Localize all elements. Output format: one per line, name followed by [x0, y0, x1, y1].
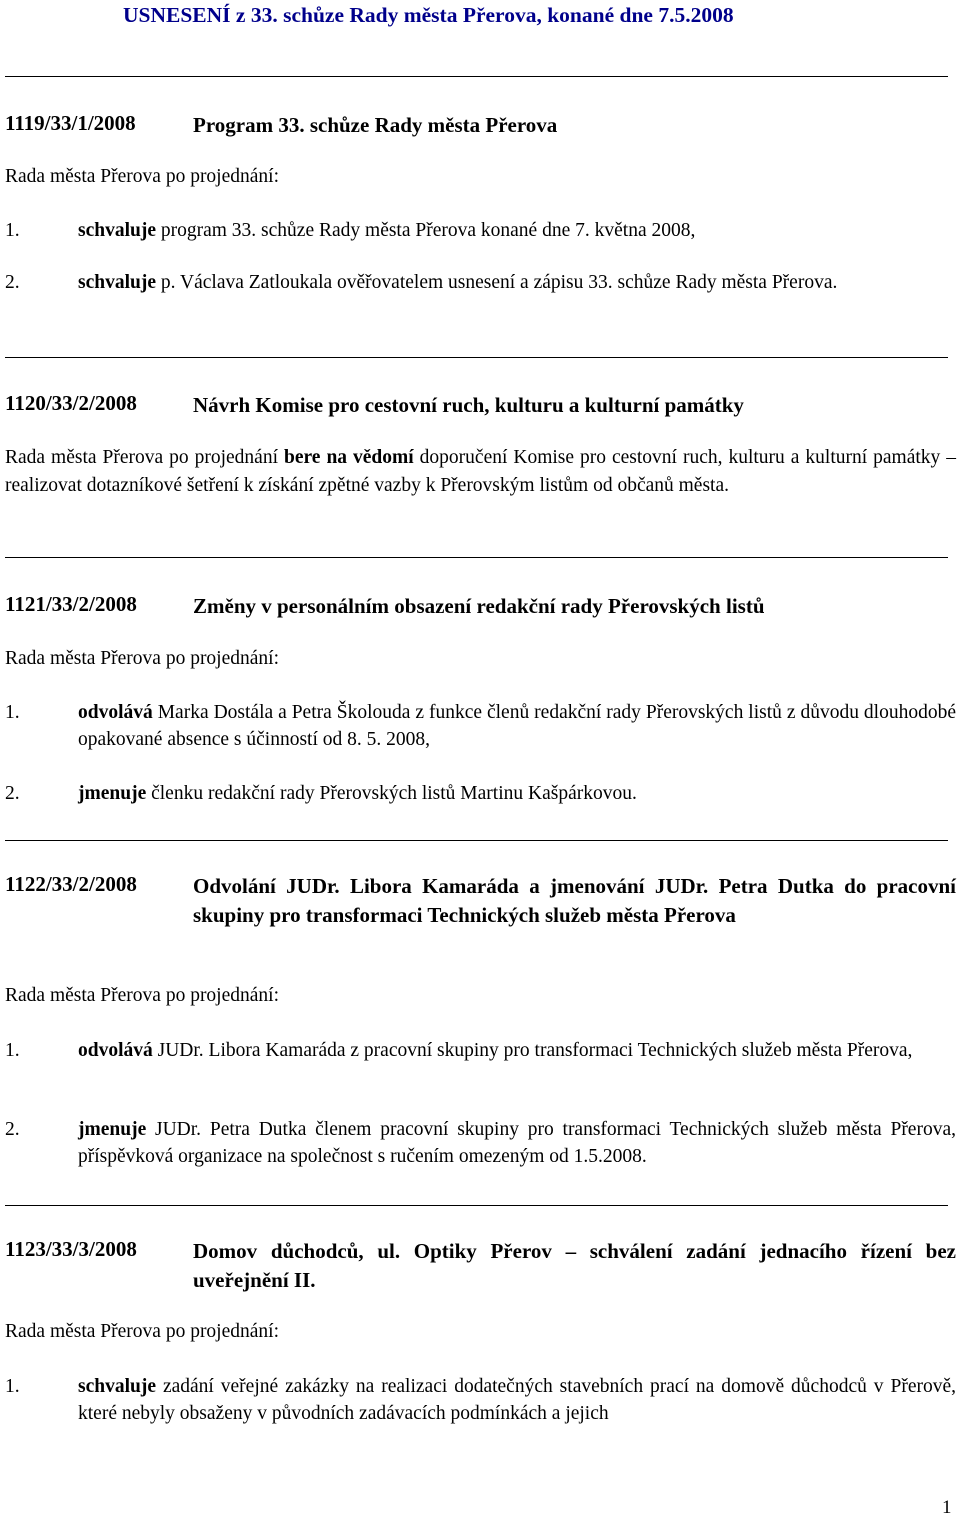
document-title: USNESENÍ z 33. schůze Rady města Přerova, konané dne 7.5.2008	[123, 3, 734, 27]
page-number: 1	[942, 1497, 952, 1518]
item-text: Marka Dostála a Petra Školouda z funkce členů redakční rady Přerovských listů z důvodu dlouhodobé opakované absence s účinností od 8. 5. 2008,	[78, 702, 956, 750]
para-text: Rada města Přerova po projednání	[5, 447, 284, 468]
item-number: 1.	[5, 220, 20, 241]
divider	[5, 557, 948, 558]
section-title: Odvolání JUDr. Libora Kamaráda a jmenování JUDr. Petra Dutka do pracovní skupiny pro transformaci Technických služeb města Přerova	[193, 874, 956, 927]
item-verb: jmenuje	[78, 783, 147, 804]
item-number: 1.	[5, 1376, 20, 1397]
divider	[5, 840, 948, 841]
section-title: Program 33. schůze Rady města Přerova	[193, 113, 558, 137]
item-number: 2.	[5, 272, 20, 293]
list-item	[5, 1373, 956, 1427]
section-title: Domov důchodců, ul. Optiky Přerov – schválení zadání jednacího řízení bez uveřejnění II.	[193, 1239, 956, 1292]
resolution-number: 1122/33/2/2008	[5, 872, 137, 896]
para-verb: bere na vědomí	[284, 447, 414, 468]
list-item	[5, 217, 956, 244]
resolution-number: 1119/33/1/2008	[5, 111, 136, 135]
item-verb: odvolává	[78, 702, 153, 723]
resolution-number: 1121/33/2/2008	[5, 592, 137, 616]
list-item	[5, 699, 956, 753]
divider	[5, 1205, 948, 1206]
item-text: program 33. schůze Rady města Přerova konané dne 7. května 2008,	[156, 220, 696, 241]
section-heading-1119	[5, 111, 956, 140]
resolution-number: 1123/33/3/2008	[5, 1237, 137, 1261]
item-number: 2.	[5, 783, 20, 804]
list-item	[5, 780, 956, 807]
item-text: JUDr. Petra Dutka členem pracovní skupiny pro transformaci Technických služeb města Přerova, příspěvková organizace na společnost s ručením omezeným od 1.5.2008.	[78, 1119, 956, 1167]
item-number: 1.	[5, 702, 20, 723]
item-verb: jmenuje	[78, 1119, 147, 1140]
item-number: 2.	[5, 1119, 20, 1140]
intro-text: Rada města Přerova po projednání:	[5, 985, 279, 1006]
intro-text: Rada města Přerova po projednání:	[5, 1321, 279, 1342]
intro-text: Rada města Přerova po projednání:	[5, 166, 279, 187]
section-title: Změny v personálním obsazení redakční rady Přerovských listů	[193, 594, 765, 618]
section-heading-1121	[5, 592, 956, 621]
item-verb: schvaluje	[78, 272, 156, 293]
item-text: JUDr. Libora Kamaráda z pracovní skupiny pro transformaci Technických služeb města Přerova,	[152, 1040, 913, 1061]
divider	[5, 357, 948, 358]
paragraph	[5, 444, 956, 500]
list-item	[5, 1037, 956, 1064]
section-heading-1122	[5, 872, 956, 930]
item-text: členku redakční rady Přerovských listů Martinu Kašpárkovou.	[146, 783, 637, 804]
divider	[5, 76, 948, 77]
item-verb: schvaluje	[78, 220, 156, 241]
para-text: doporučení Komise pro cestovní ruch, kulturu a kulturní památky – realizovat dotazníkové šetření k získání zpětné vazby k Přerovským listům od občanů města.	[5, 447, 957, 496]
item-text: zadání veřejné zakázky na realizaci dodatečných stavebních prací na domově důchodců v Přerově, které nebyly obsaženy v původních zadávacích podmínkách a jejich	[78, 1376, 956, 1424]
resolution-number: 1120/33/2/2008	[5, 391, 137, 415]
item-verb: schvaluje	[78, 1376, 156, 1397]
intro-text: Rada města Přerova po projednání:	[5, 648, 279, 669]
list-item	[5, 1116, 956, 1170]
item-text: p. Václava Zatloukala ověřovatelem usnesení a zápisu 33. schůze Rady města Přerova.	[156, 272, 838, 293]
list-item	[5, 269, 956, 296]
section-title: Návrh Komise pro cestovní ruch, kulturu a kulturní památky	[193, 393, 744, 417]
item-number: 1.	[5, 1040, 20, 1061]
item-verb: odvolává	[78, 1040, 153, 1061]
section-heading-1123	[5, 1237, 956, 1295]
section-heading-1120	[5, 391, 956, 420]
